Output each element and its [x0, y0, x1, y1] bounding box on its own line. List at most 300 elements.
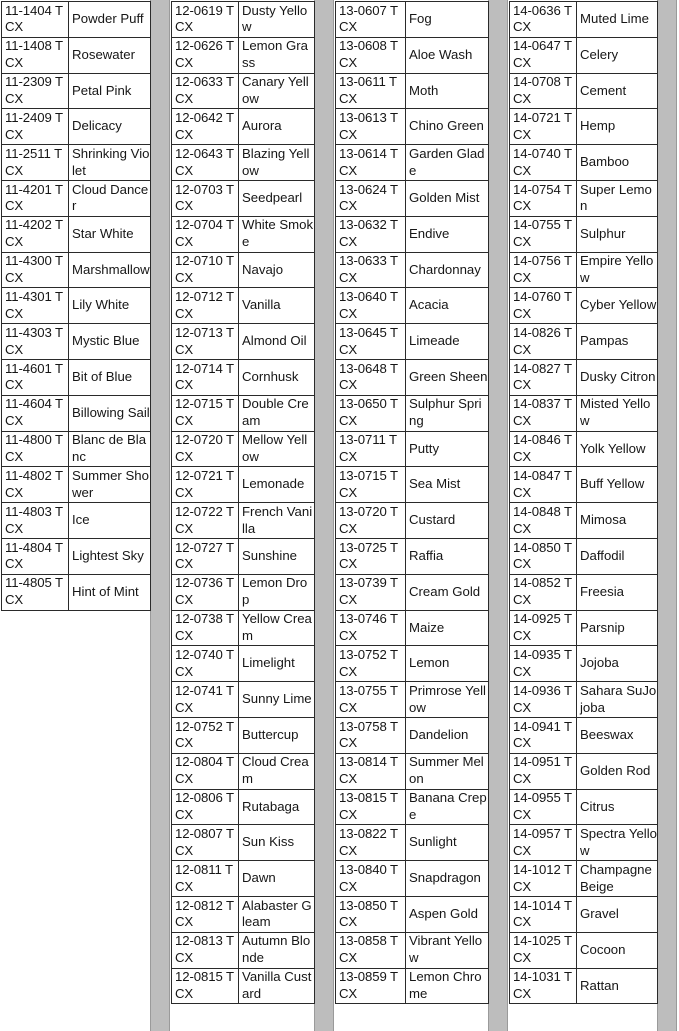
color-code: 11-4303 TCX [2, 324, 69, 360]
table-row [510, 73, 658, 109]
color-code: 13-0632 TCX [336, 216, 406, 252]
color-code: 13-0648 TCX [336, 359, 406, 395]
color-code: 13-0711 TCX [336, 431, 406, 467]
color-name: Rutabaga [239, 789, 315, 825]
color-code: 14-0941 TCX [510, 717, 577, 753]
color-name: Limeade [406, 324, 489, 360]
table-row [336, 216, 489, 252]
color-name: Aloe Wash [406, 37, 489, 73]
color-code: 13-0607 TCX [336, 2, 406, 38]
color-name: Daffodil [577, 538, 658, 574]
color-name: Hemp [577, 109, 658, 145]
color-name: Fog [406, 2, 489, 38]
color-code: 14-0847 TCX [510, 467, 577, 503]
color-name: Dandelion [406, 717, 489, 753]
table-row [2, 2, 151, 38]
color-code: 14-0827 TCX [510, 359, 577, 395]
color-code: 13-0822 TCX [336, 825, 406, 861]
color-name: Aurora [239, 109, 315, 145]
color-name: Mimosa [577, 503, 658, 539]
color-code: 14-0754 TCX [510, 180, 577, 216]
color-code: 14-0852 TCX [510, 574, 577, 610]
table-row [336, 109, 489, 145]
color-code: 11-2409 TCX [2, 109, 69, 145]
color-name: Cyber Yellow [577, 288, 658, 324]
table-row [336, 753, 489, 789]
color-name: Dusty Yellow [239, 2, 315, 38]
color-code: 14-0935 TCX [510, 646, 577, 682]
table-row [510, 825, 658, 861]
color-name: Summer Shower [69, 467, 151, 503]
table-row [510, 789, 658, 825]
color-name: Snapdragon [406, 861, 489, 897]
color-code: 12-0741 TCX [172, 682, 239, 718]
color-code: 13-0720 TCX [336, 503, 406, 539]
table-row [172, 359, 315, 395]
table-row [336, 324, 489, 360]
table-row [510, 145, 658, 181]
table-row [172, 216, 315, 252]
color-name: Jojoba [577, 646, 658, 682]
color-name: Blazing Yellow [239, 145, 315, 181]
color-code: 13-0614 TCX [336, 145, 406, 181]
table-row [510, 288, 658, 324]
color-code: 11-2511 TCX [2, 145, 69, 181]
color-name: Delicacy [69, 109, 151, 145]
color-name: Lightest Sky [69, 538, 151, 574]
color-column-13 [335, 1, 489, 1004]
table-row [2, 467, 151, 503]
table-row [172, 717, 315, 753]
table-row [510, 574, 658, 610]
color-name: Endive [406, 216, 489, 252]
table-row [2, 574, 151, 610]
table-row [510, 359, 658, 395]
color-code: 12-0626 TCX [172, 37, 239, 73]
table-row [336, 431, 489, 467]
table-row [172, 395, 315, 431]
color-name: Hint of Mint [69, 574, 151, 610]
color-name: Powder Puff [69, 2, 151, 38]
table-row [2, 288, 151, 324]
color-code: 12-0740 TCX [172, 646, 239, 682]
color-code: 12-0813 TCX [172, 932, 239, 968]
table-row [510, 467, 658, 503]
color-name: Petal Pink [69, 73, 151, 109]
color-name: Cream Gold [406, 574, 489, 610]
color-code: 12-0715 TCX [172, 395, 239, 431]
color-code: 13-0624 TCX [336, 180, 406, 216]
table-row [510, 968, 658, 1004]
table-row [336, 610, 489, 646]
table-row [2, 73, 151, 109]
color-name: Misted Yellow [577, 395, 658, 431]
color-code: 13-0814 TCX [336, 753, 406, 789]
color-code: 13-0633 TCX [336, 252, 406, 288]
table-row [510, 252, 658, 288]
table-row [172, 646, 315, 682]
color-code: 11-4202 TCX [2, 216, 69, 252]
separator-band [488, 0, 508, 1031]
color-code: 12-0804 TCX [172, 753, 239, 789]
color-code: 12-0703 TCX [172, 180, 239, 216]
color-code: 13-0840 TCX [336, 861, 406, 897]
color-code: 12-0643 TCX [172, 145, 239, 181]
table-row [510, 682, 658, 718]
table-row [172, 37, 315, 73]
color-code: 13-0758 TCX [336, 717, 406, 753]
color-code: 11-1404 TCX [2, 2, 69, 38]
color-table [509, 1, 658, 1004]
color-code: 11-2309 TCX [2, 73, 69, 109]
table-row [172, 825, 315, 861]
table-row [172, 2, 315, 38]
table-row [510, 2, 658, 38]
color-code: 12-0633 TCX [172, 73, 239, 109]
color-name: Star White [69, 216, 151, 252]
color-code: 14-1031 TCX [510, 968, 577, 1004]
color-name: Cocoon [577, 932, 658, 968]
table-row [336, 896, 489, 932]
table-row [336, 467, 489, 503]
color-name: Celery [577, 37, 658, 73]
color-code: 11-4804 TCX [2, 538, 69, 574]
color-name: Bit of Blue [69, 359, 151, 395]
color-code: 13-0815 TCX [336, 789, 406, 825]
color-code: 14-0647 TCX [510, 37, 577, 73]
table-row [2, 431, 151, 467]
table-row [510, 646, 658, 682]
table-row [510, 37, 658, 73]
table-row [336, 538, 489, 574]
table-row [172, 252, 315, 288]
color-code: 13-0746 TCX [336, 610, 406, 646]
color-code: 14-0837 TCX [510, 395, 577, 431]
color-code: 14-1014 TCX [510, 896, 577, 932]
color-name: Autumn Blonde [239, 932, 315, 968]
table-row [336, 825, 489, 861]
color-name: Beeswax [577, 717, 658, 753]
table-row [336, 37, 489, 73]
color-code: 12-0738 TCX [172, 610, 239, 646]
color-table [171, 1, 315, 1004]
table-row [336, 861, 489, 897]
separator-band [150, 0, 170, 1031]
table-row [2, 324, 151, 360]
color-name: Green Sheen [406, 359, 489, 395]
color-name: Pampas [577, 324, 658, 360]
color-name: Lemon Drop [239, 574, 315, 610]
color-code: 11-4601 TCX [2, 359, 69, 395]
color-name: Lemon [406, 646, 489, 682]
color-name: Summer Melon [406, 753, 489, 789]
table-row [172, 503, 315, 539]
color-code: 14-0636 TCX [510, 2, 577, 38]
color-code: 14-0721 TCX [510, 109, 577, 145]
color-name: Rosewater [69, 37, 151, 73]
color-name: Garden Glade [406, 145, 489, 181]
color-code: 12-0736 TCX [172, 574, 239, 610]
table-row [172, 861, 315, 897]
color-code: 12-0714 TCX [172, 359, 239, 395]
color-code: 13-0650 TCX [336, 395, 406, 431]
table-row [172, 431, 315, 467]
table-row [172, 682, 315, 718]
color-name: Citrus [577, 789, 658, 825]
color-code: 12-0752 TCX [172, 717, 239, 753]
color-code: 14-0846 TCX [510, 431, 577, 467]
color-code: 14-1025 TCX [510, 932, 577, 968]
color-code: 11-1408 TCX [2, 37, 69, 73]
color-code: 12-0806 TCX [172, 789, 239, 825]
table-row [336, 503, 489, 539]
color-code: 14-0848 TCX [510, 503, 577, 539]
color-name: Custard [406, 503, 489, 539]
color-name: Cement [577, 73, 658, 109]
table-row [510, 395, 658, 431]
color-name: Freesia [577, 574, 658, 610]
color-name: Vibrant Yellow [406, 932, 489, 968]
table-row [336, 682, 489, 718]
color-code: 14-0850 TCX [510, 538, 577, 574]
table-row [172, 968, 315, 1004]
color-name: Bamboo [577, 145, 658, 181]
color-name: Lemon Grass [239, 37, 315, 73]
color-name: Blanc de Blanc [69, 431, 151, 467]
color-name: Golden Rod [577, 753, 658, 789]
table-row [2, 109, 151, 145]
color-table [1, 1, 151, 611]
table-row [172, 145, 315, 181]
color-column-12 [171, 1, 315, 1004]
color-code: 14-0955 TCX [510, 789, 577, 825]
color-name: Gravel [577, 896, 658, 932]
color-name: Cloud Dancer [69, 180, 151, 216]
color-code: 12-0720 TCX [172, 431, 239, 467]
color-code: 11-4805 TCX [2, 574, 69, 610]
color-name: Moth [406, 73, 489, 109]
color-name: Yellow Cream [239, 610, 315, 646]
table-row [172, 610, 315, 646]
color-name: Maize [406, 610, 489, 646]
color-code: 14-0826 TCX [510, 324, 577, 360]
table-row [336, 968, 489, 1004]
table-row [172, 324, 315, 360]
color-code: 14-1012 TCX [510, 861, 577, 897]
table-row [172, 467, 315, 503]
table-row [510, 861, 658, 897]
table-row [2, 180, 151, 216]
color-name: Ice [69, 503, 151, 539]
color-code: 11-4301 TCX [2, 288, 69, 324]
separator-band [657, 0, 677, 1031]
table-row [336, 73, 489, 109]
table-row [510, 324, 658, 360]
color-code: 12-0642 TCX [172, 109, 239, 145]
color-code: 11-4300 TCX [2, 252, 69, 288]
color-code: 13-0859 TCX [336, 968, 406, 1004]
table-row [172, 932, 315, 968]
color-name: Aspen Gold [406, 896, 489, 932]
color-name: Cloud Cream [239, 753, 315, 789]
color-name: Lily White [69, 288, 151, 324]
color-code: 14-0936 TCX [510, 682, 577, 718]
color-name: Vanilla Custard [239, 968, 315, 1004]
color-name: Alabaster Gleam [239, 896, 315, 932]
table-row [510, 538, 658, 574]
color-code: 11-4802 TCX [2, 467, 69, 503]
color-code: 14-0756 TCX [510, 252, 577, 288]
table-row [2, 37, 151, 73]
table-row [172, 789, 315, 825]
color-name: Sunny Lime [239, 682, 315, 718]
color-code: 12-0811 TCX [172, 861, 239, 897]
color-code: 13-0755 TCX [336, 682, 406, 718]
color-name: Sun Kiss [239, 825, 315, 861]
color-name: Spectra Yellow [577, 825, 658, 861]
table-row [336, 180, 489, 216]
table-row [2, 359, 151, 395]
table-row [336, 252, 489, 288]
table-row [2, 395, 151, 431]
color-name: Buff Yellow [577, 467, 658, 503]
color-name: Lemonade [239, 467, 315, 503]
table-row [172, 180, 315, 216]
color-code: 13-0715 TCX [336, 467, 406, 503]
table-row [2, 252, 151, 288]
color-code: 11-4800 TCX [2, 431, 69, 467]
table-row [172, 753, 315, 789]
color-name: Dawn [239, 861, 315, 897]
color-name: Super Lemon [577, 180, 658, 216]
color-name: Limelight [239, 646, 315, 682]
color-code: 13-0739 TCX [336, 574, 406, 610]
table-row [510, 610, 658, 646]
color-table [335, 1, 489, 1004]
color-code: 13-0611 TCX [336, 73, 406, 109]
separator-band [314, 0, 334, 1031]
color-code: 12-0807 TCX [172, 825, 239, 861]
color-code: 12-0815 TCX [172, 968, 239, 1004]
table-row [510, 717, 658, 753]
color-code: 12-0722 TCX [172, 503, 239, 539]
color-name: Acacia [406, 288, 489, 324]
table-row [2, 145, 151, 181]
color-name: French Vanilla [239, 503, 315, 539]
table-row [172, 109, 315, 145]
color-name: Seedpearl [239, 180, 315, 216]
table-row [510, 753, 658, 789]
table-row [510, 932, 658, 968]
color-code: 13-0752 TCX [336, 646, 406, 682]
color-code: 13-0725 TCX [336, 538, 406, 574]
table-row [172, 896, 315, 932]
color-name: Double Cream [239, 395, 315, 431]
color-code: 14-0708 TCX [510, 73, 577, 109]
table-row [336, 288, 489, 324]
color-name: Mellow Yellow [239, 431, 315, 467]
color-name: Primrose Yellow [406, 682, 489, 718]
table-row [510, 896, 658, 932]
table-row [2, 503, 151, 539]
color-name: Almond Oil [239, 324, 315, 360]
table-row [336, 932, 489, 968]
color-name: White Smoke [239, 216, 315, 252]
table-row [510, 109, 658, 145]
table-row [172, 538, 315, 574]
color-code: 12-0710 TCX [172, 252, 239, 288]
color-name: Parsnip [577, 610, 658, 646]
color-code: 13-0645 TCX [336, 324, 406, 360]
color-code: 12-0704 TCX [172, 216, 239, 252]
color-code: 12-0727 TCX [172, 538, 239, 574]
color-name: Sahara SuJojoba [577, 682, 658, 718]
color-name: Sunlight [406, 825, 489, 861]
table-row [2, 538, 151, 574]
color-name: Canary Yellow [239, 73, 315, 109]
color-code: 12-0713 TCX [172, 324, 239, 360]
table-row [336, 646, 489, 682]
color-code: 13-0613 TCX [336, 109, 406, 145]
color-code: 11-4803 TCX [2, 503, 69, 539]
color-code: 11-4201 TCX [2, 180, 69, 216]
color-name: Billowing Sail [69, 395, 151, 431]
color-column-14 [509, 1, 658, 1004]
color-name: Marshmallow [69, 252, 151, 288]
color-name: Sulphur Spring [406, 395, 489, 431]
table-row [172, 288, 315, 324]
color-name: Yolk Yellow [577, 431, 658, 467]
color-code: 13-0858 TCX [336, 932, 406, 968]
table-row [2, 216, 151, 252]
color-code: 14-0760 TCX [510, 288, 577, 324]
table-row [172, 73, 315, 109]
color-code: 14-0755 TCX [510, 216, 577, 252]
color-name: Sulphur [577, 216, 658, 252]
table-row [336, 574, 489, 610]
color-name: Shrinking Violet [69, 145, 151, 181]
color-code: 13-0608 TCX [336, 37, 406, 73]
color-code: 13-0640 TCX [336, 288, 406, 324]
table-row [336, 2, 489, 38]
color-code: 12-0619 TCX [172, 2, 239, 38]
color-name: Cornhusk [239, 359, 315, 395]
color-name: Chino Green [406, 109, 489, 145]
color-name: Golden Mist [406, 180, 489, 216]
color-name: Chardonnay [406, 252, 489, 288]
color-name: Dusky Citron [577, 359, 658, 395]
table-row [172, 574, 315, 610]
color-code: 14-0740 TCX [510, 145, 577, 181]
color-name: Vanilla [239, 288, 315, 324]
color-name: Navajo [239, 252, 315, 288]
color-name: Putty [406, 431, 489, 467]
color-code: 14-0925 TCX [510, 610, 577, 646]
color-code: 13-0850 TCX [336, 896, 406, 932]
color-code: 12-0721 TCX [172, 467, 239, 503]
color-name: Raffia [406, 538, 489, 574]
table-row [336, 359, 489, 395]
table-row [336, 145, 489, 181]
color-name: Buttercup [239, 717, 315, 753]
color-code: 11-4604 TCX [2, 395, 69, 431]
table-row [336, 395, 489, 431]
color-name: Lemon Chrome [406, 968, 489, 1004]
color-code: 14-0957 TCX [510, 825, 577, 861]
color-name: Banana Crepe [406, 789, 489, 825]
color-name: Sea Mist [406, 467, 489, 503]
color-code: 12-0812 TCX [172, 896, 239, 932]
